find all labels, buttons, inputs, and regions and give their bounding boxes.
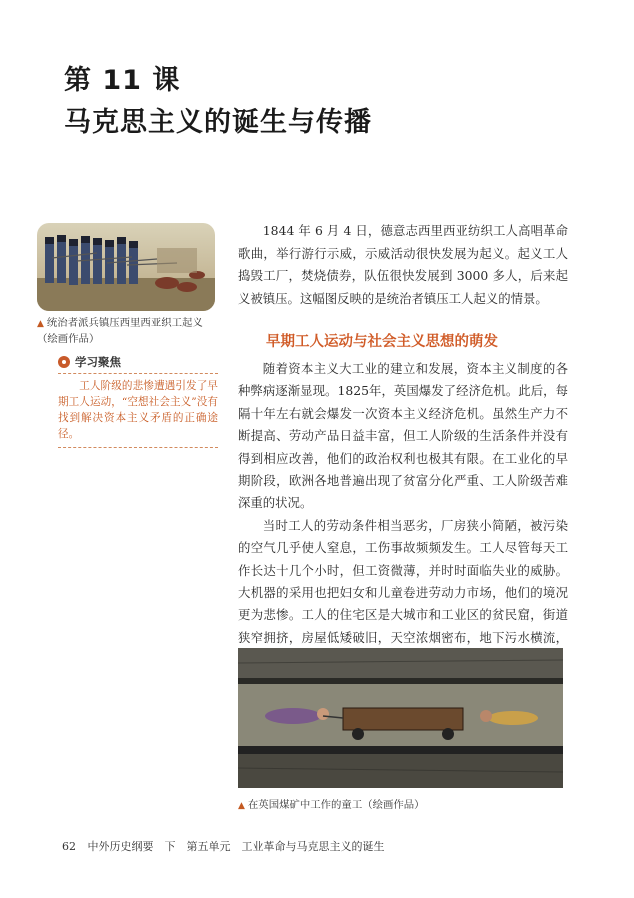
paragraph: 当时工人的劳动条件相当恶劣，厂房狭小简陋，被污染的空气几乎使人窒息，工伤事故频频发生。工人尽管每天工作长达十几个小时，但工资微薄，并时时面临失业的威胁。大机器的采用也把妇女和儿童卷进劳动力市场，他们的境况更为悲惨。工人的住宅区是大城市和工业区的贫民窟，街道狭窄拥挤，房屋低矮破旧，天空浓烟密布，地下污水横流， (238, 517, 568, 645)
focus-target-icon (58, 356, 70, 368)
uprising-painting (37, 223, 215, 311)
page-footer (62, 838, 385, 854)
coal-mine-painting (238, 648, 563, 788)
lesson-number: 第 11 课 (64, 65, 181, 96)
section-heading: 早期工人运动与社会主义思想的萌发 (266, 334, 498, 350)
divider (58, 447, 218, 448)
learning-focus-box (58, 354, 218, 448)
triangle-icon: ▲ (37, 319, 44, 329)
learning-focus-text: 工人阶级的悲惨遭遇引发了早期工人运动，“空想社会主义”没有找到解决资本主义矛盾的正确途径。 (58, 380, 218, 440)
intro-paragraph: 1844 年 6 月 4 日，德意志西里西亚纺织工人高唱革命歌曲，举行游行示威，示威活动很快发展为起义。起义工人捣毁工厂，焚烧债券，队伍很快发展到 3000 多人，后来起义被镇压。这幅图反映的是统治者镇压工人起义的情景。 (238, 223, 568, 306)
page-number: 62 (62, 840, 76, 853)
figure1-caption: ▲ 统治者派兵镇压西里西亚织工起义（绘画作品） (37, 317, 203, 345)
book-title: 中外历史纲要 下 第五单元 工业革命与马克思主义的诞生 (87, 840, 385, 853)
learning-focus-header: 学习聚焦 (58, 354, 218, 374)
triangle-icon: ▲ (238, 801, 245, 811)
figure2-caption: ▲ 在英国煤矿中工作的童工（绘画作品） (238, 799, 425, 811)
lesson-title: 马克思主义的诞生与传播 (64, 107, 372, 138)
paragraph: 随着资本主义大工业的建立和发展，资本主义制度的各种弊病逐渐显现。1825年，英国爆发了经济危机。此后，每隔十年左右就会爆发一次资本主义经济危机。虽然生产力不断提高、劳动产品日益丰富，但工人阶级的生活条件并没有得到相应改善，他们的政治权利也极其有限。在工业化的早期阶段，欧洲各地普遍出现了贫富分化严重、工人阶级苦难深重的状况。 (238, 361, 568, 511)
section-body (238, 358, 568, 672)
